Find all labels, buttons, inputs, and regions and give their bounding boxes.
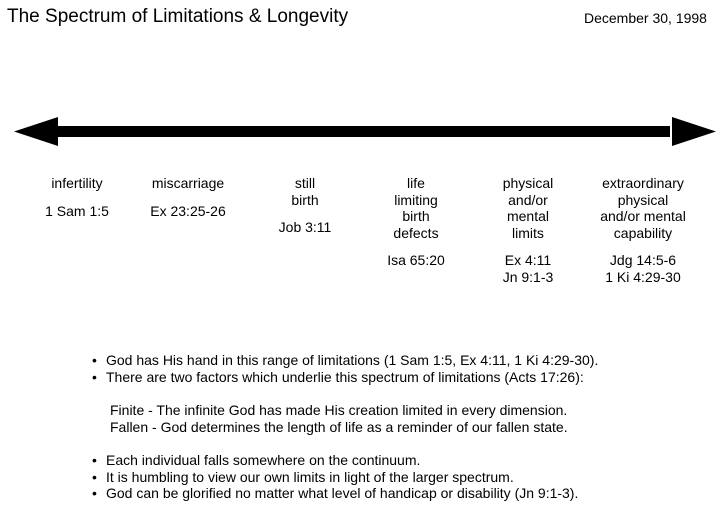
column-label: physical [617, 191, 669, 208]
factor-finite: Finite - The infinite God has made His creation limited in every dimension. [110, 402, 568, 418]
column-label: capability [613, 224, 673, 241]
column-label: limiting [394, 191, 438, 208]
spectrum-column-extraordinary-capability [600, 175, 686, 285]
column-label: and/or [508, 191, 548, 208]
column-label: life [407, 175, 425, 191]
column-label: birth [402, 208, 430, 224]
column-label: limits [512, 224, 544, 241]
column-label: infertility [51, 175, 103, 191]
bullet-icon: • [92, 468, 97, 485]
arrow-head-left [14, 117, 58, 146]
column-reference: 1 Ki 4:29-30 [605, 268, 681, 285]
arrow-head-right [672, 117, 716, 146]
column-label: and/or mental [600, 208, 686, 224]
bullet-icon: • [92, 452, 97, 468]
column-label: miscarriage [151, 175, 225, 191]
factors-block [110, 402, 568, 435]
column-reference: Jdg 14:5-6 [609, 252, 677, 268]
spectrum-column-infertility [45, 175, 109, 219]
page-title: The Spectrum of Limitations & Longevity [7, 6, 349, 27]
spectrum-column-physical-mental-limits [503, 175, 554, 285]
spectrum-column-still-birth [279, 175, 332, 236]
column-label: defects [393, 224, 439, 241]
list-item: • There are two factors which underlie this spectrum of limitations (Acts 17:26): [92, 368, 584, 385]
column-reference: Jn 9:1-3 [502, 268, 554, 285]
list-item: • God has His hand in this range of limitations (1 Sam 1:5, Ex 4:11, 1 Ki 4:29-30). [92, 352, 599, 368]
bullet-icon: • [92, 352, 97, 368]
date-label: December 30, 1998 [584, 10, 707, 26]
column-label: mental [506, 208, 550, 224]
factor-fallen: Fallen - God determines the length of life as a reminder of our fallen state. [110, 418, 568, 435]
notes-bullets-top [92, 352, 598, 385]
column-reference: Ex 4:11 [504, 252, 552, 268]
column-reference: Ex 23:25-26 [150, 202, 226, 219]
bullet-icon: • [92, 485, 97, 501]
spectrum-column-miscarriage [150, 175, 226, 219]
spectrum-arrow [0, 0, 721, 170]
column-reference: Isa 65:20 [387, 252, 445, 268]
list-item: • God can be glorified no matter what level of handicap or disability (Jn 9:1-3). [92, 485, 579, 501]
column-label: birth [291, 191, 319, 208]
column-label: physical [502, 175, 554, 191]
column-reference: 1 Sam 1:5 [45, 202, 109, 219]
column-reference: Job 3:11 [278, 219, 332, 235]
bullet-icon: • [92, 368, 97, 385]
list-item: • It is humbling to view our own limits in light of the larger spectrum. [92, 468, 514, 485]
arrow-shaft [50, 126, 670, 137]
spectrum-column-birth-defects [387, 175, 445, 269]
list-item: • Each individual falls somewhere on the continuum. [92, 452, 421, 468]
column-label: extraordinary [602, 175, 684, 191]
notes-bullets-bottom [92, 452, 578, 502]
column-label: still [294, 175, 316, 191]
